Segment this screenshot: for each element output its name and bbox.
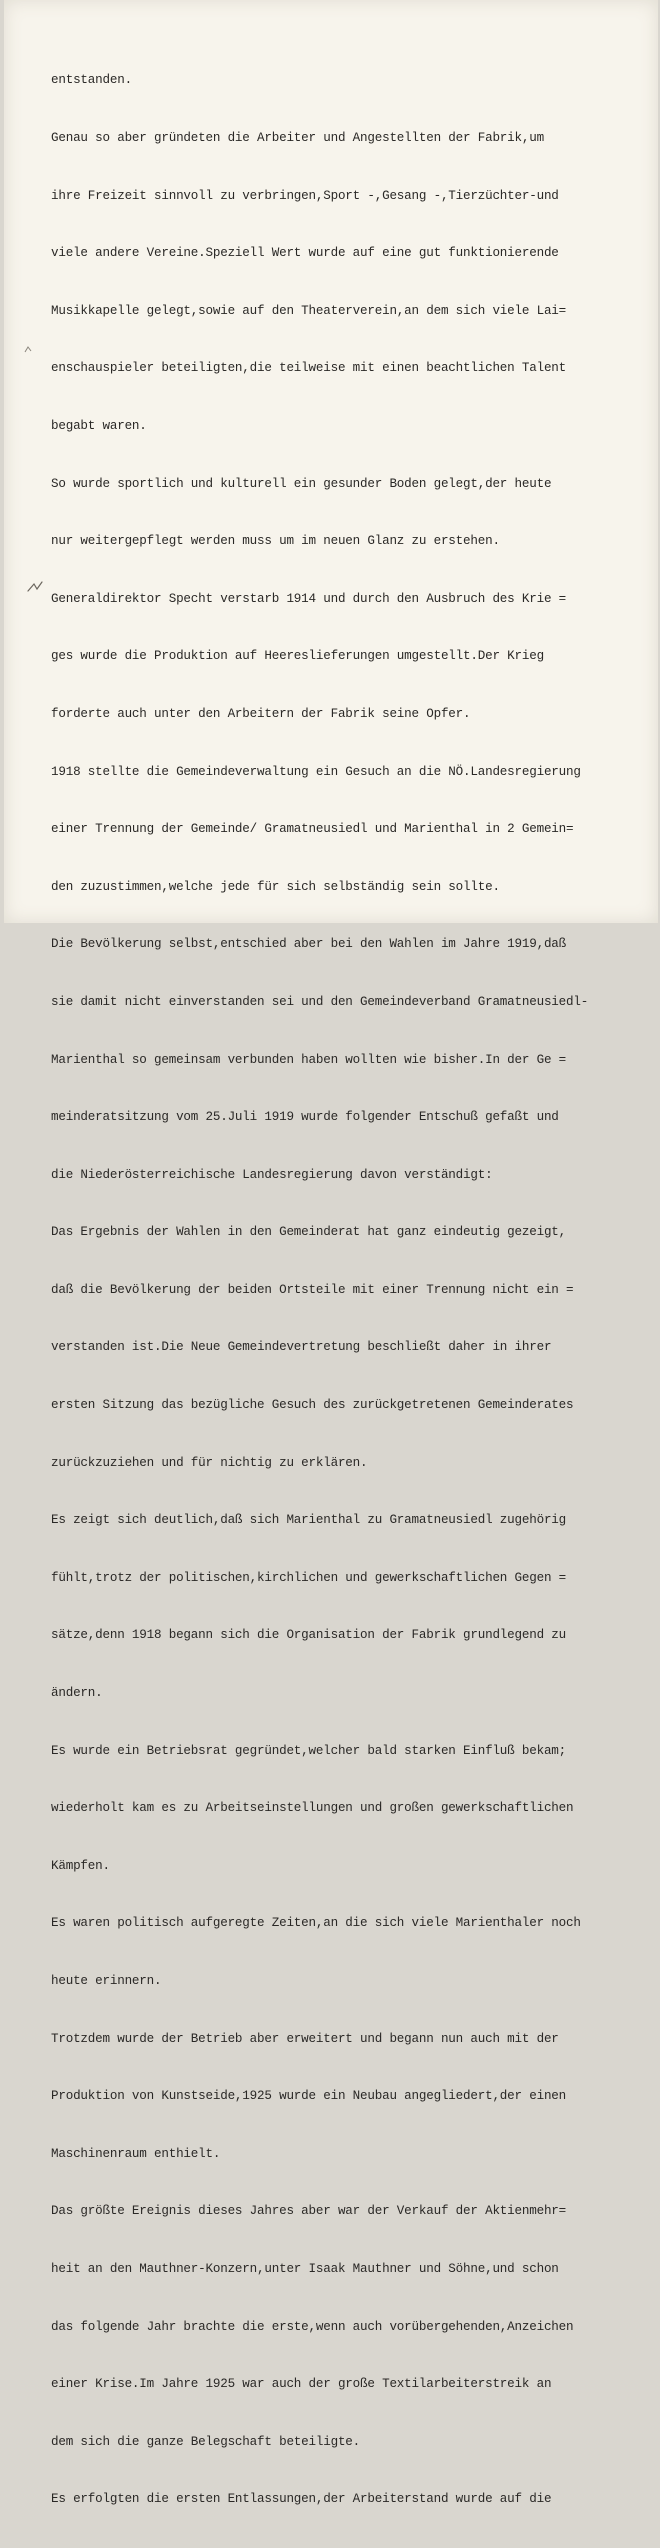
text-line: daß die Bevölkerung der beiden Ortsteile mit einer Trennung nicht ein = — [51, 1282, 574, 1297]
text-line: Es waren politisch aufgeregte Zeiten,an die sich viele Marienthaler noch — [51, 1916, 581, 1931]
text-line: 1918 stellte die Gemeindeverwaltung ein Gesuch an die NÖ.Landesregierung — [51, 764, 581, 779]
text-line: ersten Sitzung das bezügliche Gesuch des zurückgetretenen Gemeinderates — [51, 1398, 574, 1413]
text-line: Maschinenraum enthielt. — [51, 2146, 221, 2161]
typewritten-page — [4, 0, 658, 2507]
text-line: ändern. — [51, 1686, 103, 1701]
text-line: Genau so aber gründeten die Arbeiter und Angestellten der Fabrik,um — [51, 131, 544, 145]
text-line: Das Ergebnis der Wahlen in den Gemeinderat hat ganz eindeutig gezeigt, — [51, 1225, 567, 1240]
text-line: enschauspieler beteiligten,die teilweise mit einen beachtlichen Talent — [51, 361, 567, 376]
text-line: Generaldirektor Specht verstarb 1914 und durch den Ausbruch des Krie = — [51, 591, 567, 606]
text-line: sätze,denn 1918 begann sich die Organisation der Fabrik grundlegend zu — [51, 1628, 567, 1643]
margin-dot-icon — [22, 344, 34, 356]
text-line: die Niederösterreichische Landesregierung davon verständigt: — [51, 1167, 493, 1182]
text-line: einer Trennung der Gemeinde/ Gramatneusiedl und Marienthal in 2 Gemein= — [51, 822, 574, 837]
text-line: Es zeigt sich deutlich,daß sich Marienthal zu Gramatneusiedl zugehörig — [51, 1513, 567, 1528]
text-line: meinderatsitzung vom 25.Juli 1919 wurde folgender Entschuß gefaßt und — [51, 1110, 559, 1125]
text-line: den zuzustimmen,welche jede für sich selbständig sein sollte. — [51, 879, 500, 894]
text-line: entstanden. — [51, 73, 132, 88]
text-line: heit an den Mauthner-Konzern,unter Isaak Mauthner und Söhne,und schon — [51, 2261, 559, 2276]
text-line: Trotzdem wurde der Betrieb aber erweitert und begann nun auch mit der — [51, 2031, 559, 2046]
text-line: Produktion von Kunstseide,1925 wurde ein Neubau angegliedert,der einen — [51, 2089, 567, 2104]
text-line: forderte auch unter den Arbeitern der Fabrik seine Opfer. — [51, 706, 471, 721]
text-line: ihre Freizeit sinnvoll zu verbringen,Sport -,Gesang -,Tierzüchter-und — [51, 188, 559, 203]
text-line: Das größte Ereignis dieses Jahres aber war der Verkauf der Aktienmehr= — [51, 2204, 567, 2219]
text-line: viele andere Vereine.Speziell Wert wurde auf eine gut funktionierende — [51, 246, 559, 261]
text-line: fühlt,trotz der politischen,kirchlichen und gewerkschaftlichen Gegen = — [51, 1570, 567, 1585]
text-line: Musikkapelle gelegt,sowie auf den Theaterverein,an dem sich viele Lai= — [51, 303, 567, 318]
page-text — [51, 33, 651, 2548]
text-line: Es erfolgten die ersten Entlassungen,der Arbeiterstand wurde auf die — [51, 2492, 552, 2507]
text-line: heute erinnern. — [51, 1974, 162, 1988]
text-line: Die Bevölkerung selbst,entschied aber bei den Wahlen im Jahre 1919,daß — [51, 937, 567, 952]
text-line: dem sich die ganze Belegschaft beteiligte. — [51, 2434, 361, 2449]
text-line: begabt waren. — [51, 418, 147, 433]
text-line: Marienthal so gemeinsam verbunden haben wollten wie bisher.In der Ge = — [51, 1052, 567, 1067]
text-line: zurückzuziehen und für nichtig zu erklären. — [51, 1455, 368, 1470]
text-line: verstanden ist.Die Neue Gemeindevertretung beschließt daher in ihrer — [51, 1340, 552, 1355]
text-line: Es wurde ein Betriebsrat gegründet,welcher bald starken Einfluß bekam; — [51, 1743, 567, 1758]
text-line: einer Krise.Im Jahre 1925 war auch der große Textilarbeiterstreik an — [51, 2377, 552, 2392]
margin-pencil-mark-icon — [26, 580, 44, 594]
text-line: das folgende Jahr brachte die erste,wenn auch vorübergehenden,Anzeichen — [51, 2319, 574, 2334]
text-line: ges wurde die Produktion auf Heereslieferungen umgestellt.Der Krieg — [51, 649, 544, 664]
text-line: wiederholt kam es zu Arbeitseinstellungen und großen gewerkschaftlichen — [51, 1801, 574, 1816]
text-line: sie damit nicht einverstanden sei und den Gemeindeverband Gramatneusiedl- — [51, 994, 589, 1009]
text-line: nur weitergepflegt werden muss um im neuen Glanz zu erstehen. — [51, 534, 500, 549]
text-line: So wurde sportlich und kulturell ein gesunder Boden gelegt,der heute — [51, 476, 552, 491]
text-line: Kämpfen. — [51, 1858, 110, 1873]
